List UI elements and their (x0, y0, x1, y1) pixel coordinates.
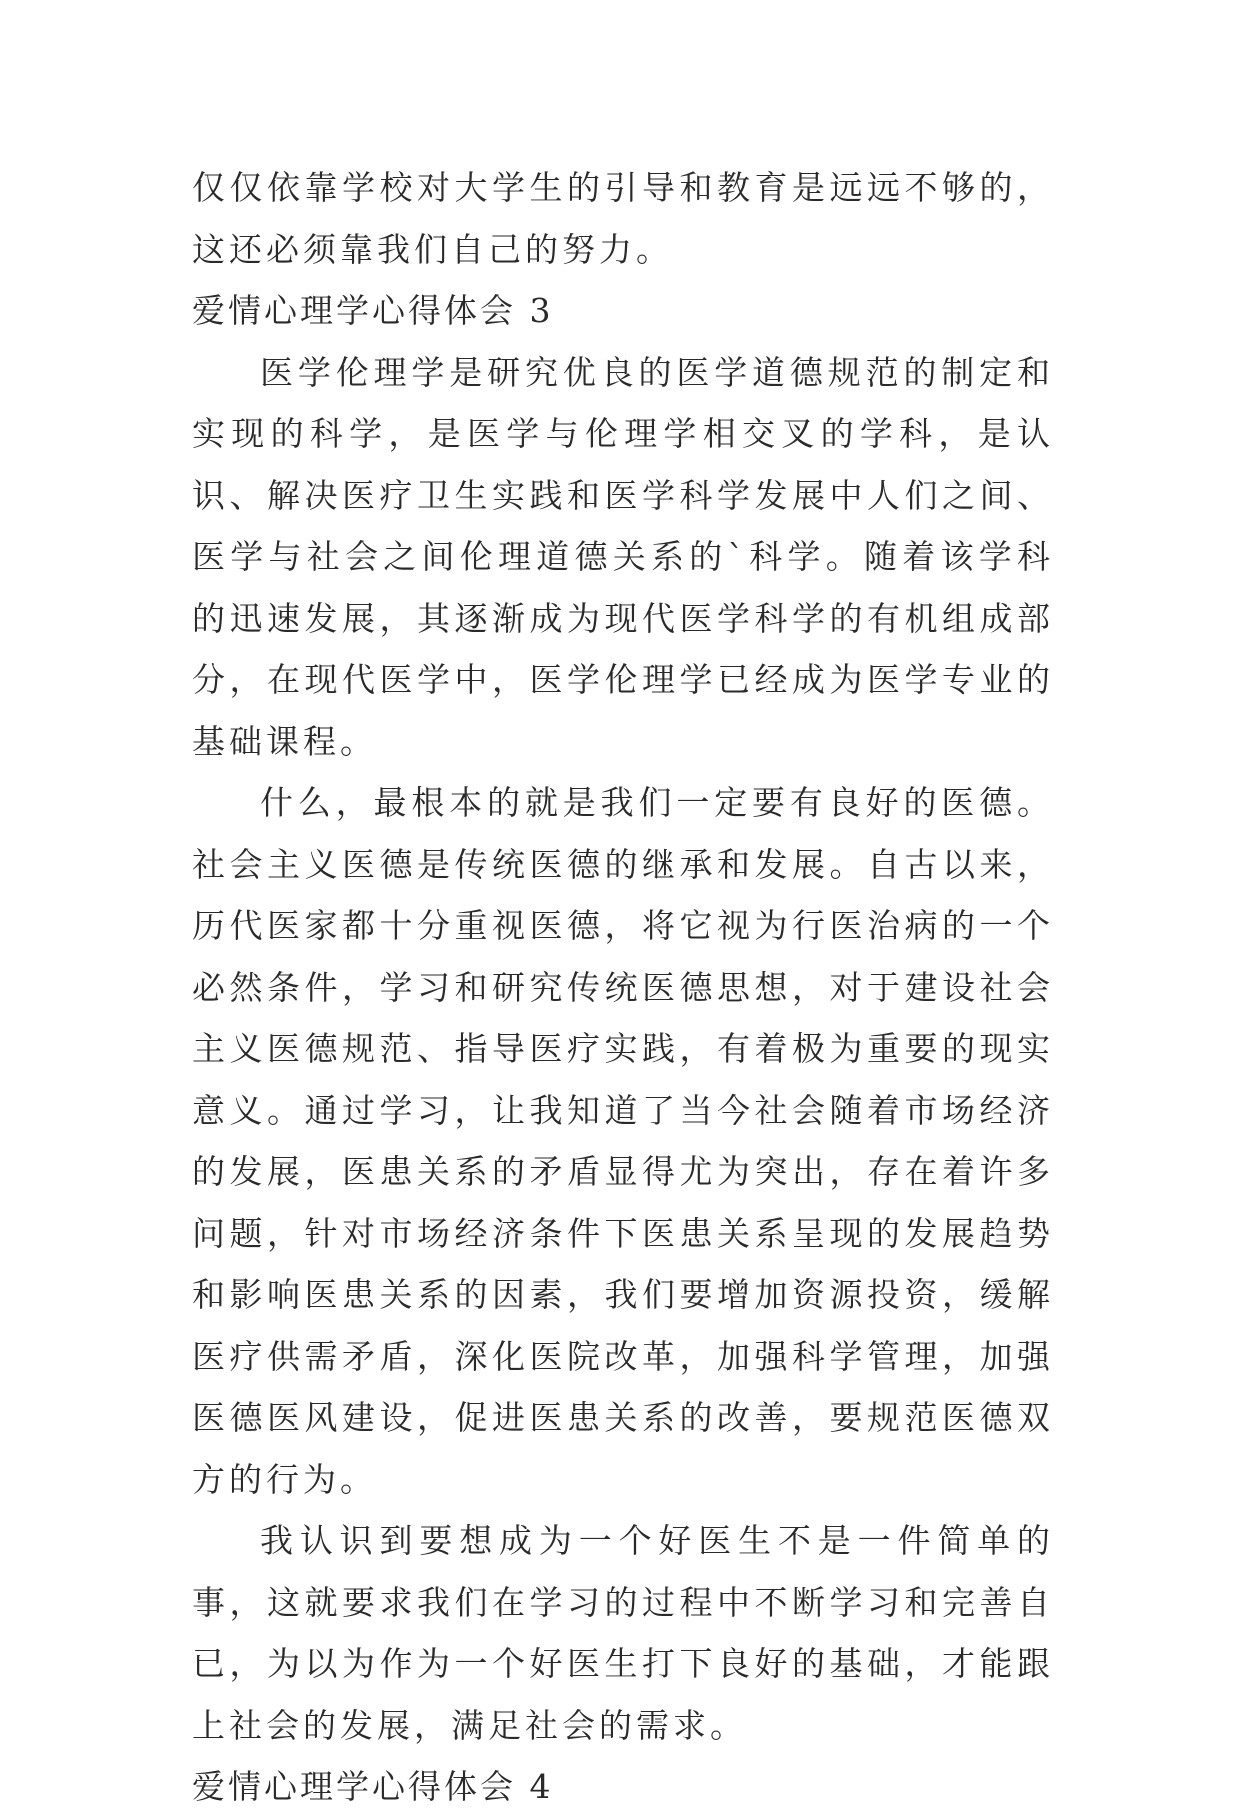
section-heading-3: 爱情心理学心得体会 3 (192, 291, 554, 330)
paragraph-continuation: 仅仅依靠学校对大学生的引导和教育是远远不够的，这还必须靠我们自己的努力。 (192, 168, 1054, 269)
paragraph-medical-morality: 什么，最根本的就是我们一定要有良好的医德。社会主义医德是传统医德的继承和发展。自古以来，历代医家都十分重视医德，将它视为行医治病的一个必然条件，学习和研究传统医德思想，对于建设社会主义医德规范、指导医疗实践，有着极为重要的现实意义。通过学习，让我知道了当今社会随着市场经济的发展，医患关系的矛盾显得尤为突出，存在着许多问题，针对市场经济条件下医患关系呈现的发展趋势和影响医患关系的因素，我们要增加资源投资，缓解医疗供需矛盾，深化医院改革，加强科学管理，加强医德医风建设，促进医患关系的改善，要规范医德双方的行为。 (192, 783, 1054, 1499)
paragraph-medical-ethics: 医学伦理学是研究优良的医学道德规范的制定和实现的科学，是医学与伦理学相交叉的学科，是认识、解决医疗卫生实践和医学科学发展中人们之间、医学与社会之间伦理道德关系的`科学。随着该学科的迅速发展，其逐渐成为现代医学科学的有机组成部分，在现代医学中，医学伦理学已经成为医学专业的基础课程。 (192, 352, 1054, 761)
paragraph-good-doctor: 我认识到要想成为一个好医生不是一件简单的事，这就要求我们在学习的过程中不断学习和完善自已，为以为作为一个好医生打下良好的基础，才能跟上社会的发展，满足社会的需求。 (192, 1521, 1054, 1745)
section-heading-4: 爱情心理学心得体会 4 (192, 1767, 554, 1806)
document-body (192, 157, 1054, 1818)
